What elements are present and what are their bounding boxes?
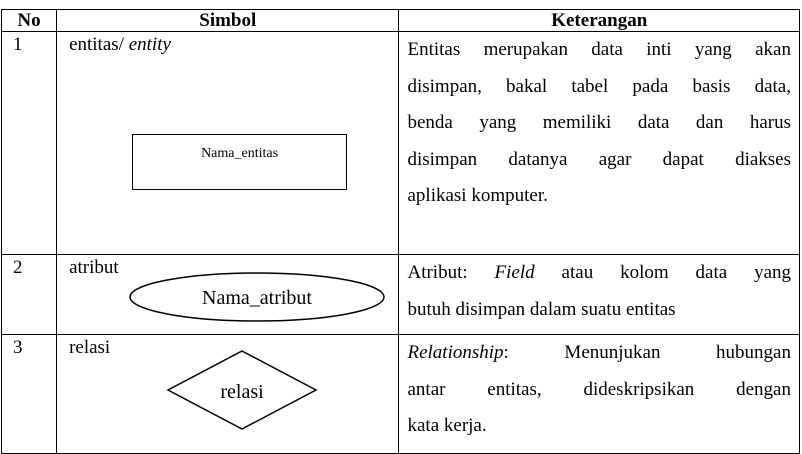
row-number: 1 — [2, 32, 57, 255]
attribute-ellipse-shape — [128, 271, 388, 323]
relation-diamond-shape — [166, 350, 318, 430]
table-row — [2, 255, 800, 335]
description-cell — [399, 255, 800, 335]
header-no: No — [2, 10, 57, 32]
symbol-cell — [57, 255, 399, 335]
description-line: Relationship: Menunjukan hubungan — [407, 342, 791, 363]
description-line: Entitas merupakan data inti yang akan — [407, 39, 791, 60]
description-cell — [399, 335, 800, 454]
description-line: butuh disimpan dalam suatu entitas — [407, 298, 676, 320]
description-line: disimpan datanya agar dapat diakses — [407, 148, 791, 170]
table-row — [2, 335, 800, 454]
symbol-label: entitas/ entity — [69, 34, 171, 55]
entity-rectangle-shape — [132, 134, 347, 190]
relation-shape-text: relasi — [220, 381, 264, 403]
symbol-label: relasi — [69, 337, 111, 358]
table-header-row — [2, 10, 800, 32]
symbol-label: atribut — [69, 257, 119, 278]
table-row — [2, 32, 800, 255]
symbol-cell — [57, 335, 399, 454]
description-cell — [399, 32, 800, 255]
description-line: disimpan, bakal tabel pada basis data, — [407, 75, 791, 97]
erd-symbol-table — [1, 9, 800, 454]
row-number: 3 — [2, 335, 57, 454]
description-line: Atribut: Field atau kolom data yang — [407, 262, 791, 283]
entity-shape-text: Nama_entitas — [201, 146, 279, 161]
row-number: 2 — [2, 255, 57, 335]
description-line: aplikasi komputer. — [407, 185, 548, 206]
header-symbol: Simbol — [57, 10, 399, 32]
header-description: Keterangan — [399, 10, 800, 32]
symbol-cell — [57, 32, 399, 255]
description-line: kata kerja. — [407, 415, 487, 436]
description-line: antar entitas, dideskripsikan dengan — [407, 378, 791, 400]
attribute-shape-text: Nama_atribut — [202, 287, 313, 309]
description-line: benda yang memiliki data dan harus — [407, 112, 791, 133]
